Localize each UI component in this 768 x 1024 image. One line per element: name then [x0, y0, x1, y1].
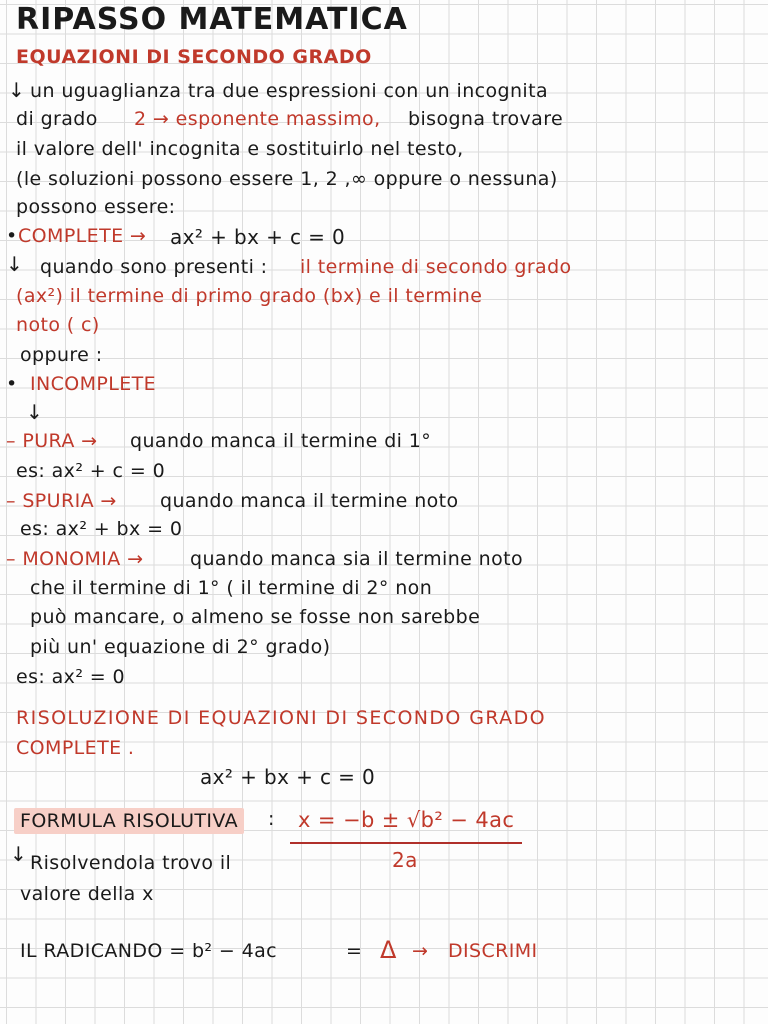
- monomia-text-3: può mancare, o almeno se fosse non sarebbe: [30, 606, 481, 628]
- radicando-text: IL RADICANDO = b² − 4ac: [20, 940, 278, 962]
- formula-note-1: Risolvendola trovo il: [30, 852, 232, 874]
- incomplete-bullet: •: [6, 373, 18, 395]
- formula-label: [14, 810, 244, 832]
- incomplete-arrow: ↓: [26, 400, 44, 424]
- monomia-example: es: ax² = 0: [16, 666, 126, 688]
- formula-numerator: x = −b ± √b² − 4ac: [298, 808, 515, 832]
- fraction-line: [290, 842, 522, 844]
- formula-colon: :: [268, 808, 275, 830]
- intro-line-4: (le soluzioni possono essere 1, 2 ,∞ oppure o nessuna): [16, 168, 558, 190]
- complete-desc-3: noto ( c): [16, 314, 100, 336]
- section-subtitle: EQUAZIONI DI SECONDO GRADO: [16, 46, 372, 68]
- pura-text: quando manca il termine di 1°: [130, 430, 432, 452]
- spuria-label: – SPURIA →: [6, 490, 117, 512]
- spuria-example: es: ax² + bx = 0: [20, 518, 183, 540]
- monomia-text-1: quando manca sia il termine noto: [190, 548, 524, 570]
- pura-label: – PURA →: [6, 430, 98, 452]
- risoluzione-title-1: RISOLUZIONE DI EQUAZIONI DI SECONDO GRADO: [16, 707, 546, 729]
- risoluzione-equation: ax² + bx + c = 0: [200, 765, 376, 789]
- intro-line-5: possono essere:: [16, 196, 176, 218]
- complete-equation: ax² + bx + c = 0: [170, 225, 346, 249]
- incomplete-label: INCOMPLETE: [30, 373, 157, 395]
- risoluzione-title-2: COMPLETE .: [16, 737, 135, 759]
- complete-when: quando sono presenti :: [40, 256, 268, 278]
- intro-arrow: ↓: [8, 78, 26, 102]
- intro-line-2c: bisogna trovare: [408, 108, 564, 130]
- spuria-text: quando manca il termine noto: [160, 490, 459, 512]
- monomia-label: – MONOMIA →: [6, 548, 144, 570]
- formula-denominator: 2a: [392, 848, 418, 872]
- complete-arrow: ↓: [6, 252, 24, 276]
- formula-arrow: ↓: [10, 842, 28, 866]
- intro-line-2a: di grado: [16, 108, 98, 130]
- complete-desc-1: il termine di secondo grado: [300, 256, 572, 278]
- page-title: RIPASSO MATEMATICA: [16, 2, 408, 37]
- radicando-equals: =: [346, 940, 363, 962]
- complete-desc-2: (ax²) il termine di primo grado (bx) e il termine: [16, 285, 483, 307]
- intro-line-1: un uguaglianza tra due espressioni con un incognita: [30, 80, 548, 102]
- monomia-text-2: che il termine di 1° ( il termine di 2° non: [30, 577, 433, 599]
- monomia-text-4: più un' equazione di 2° grado): [30, 636, 331, 658]
- formula-highlight: FORMULA RISOLUTIVA: [14, 808, 244, 834]
- intro-line-3: il valore dell' incognita e sostituirlo nel testo,: [16, 138, 464, 160]
- pura-example: es: ax² + c = 0: [16, 460, 166, 482]
- formula-note-2: valore della x: [20, 883, 154, 905]
- discriminante-label: DISCRIMI: [448, 940, 538, 962]
- complete-label: COMPLETE →: [18, 225, 147, 247]
- complete-bullet: •: [6, 225, 18, 247]
- radicando-arrow: →: [412, 940, 429, 962]
- intro-line-2b: 2 → esponente massimo,: [134, 108, 381, 130]
- complete-oppure: oppure :: [20, 344, 103, 366]
- delta-symbol: Δ: [380, 936, 397, 964]
